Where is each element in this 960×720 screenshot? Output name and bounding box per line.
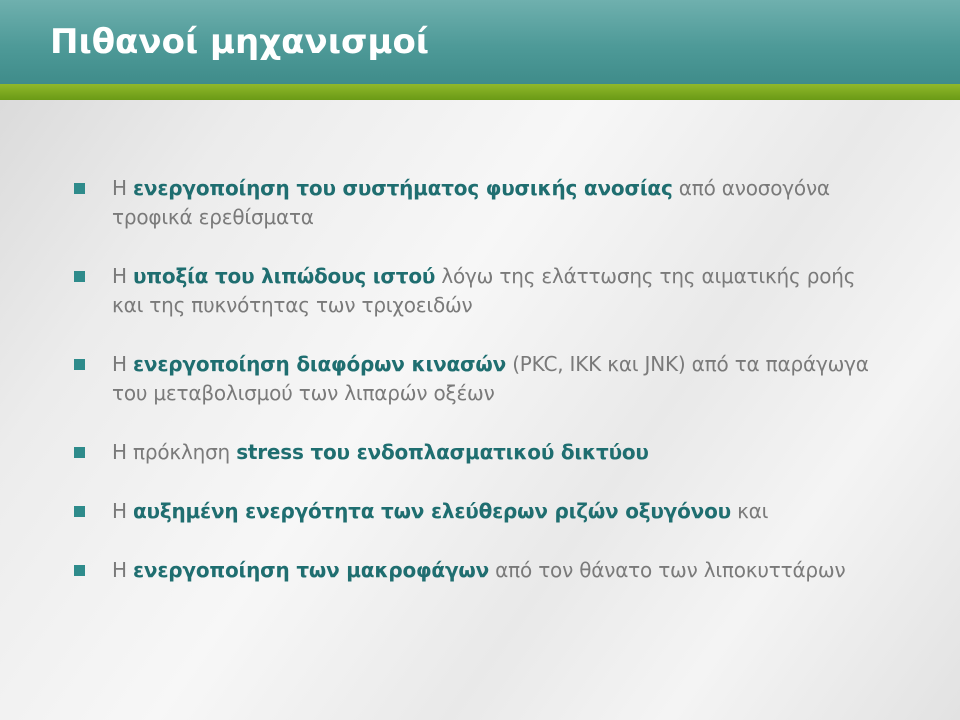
- bullet-item-hypoxia: [74, 262, 874, 320]
- bullet-text-highlight: υποξία του λιπώδους ιστού: [133, 264, 436, 288]
- bullet-text-pre: Η πρόκληση: [112, 440, 237, 464]
- title-bar: [0, 0, 960, 84]
- bullet-item-free-radicals: [74, 497, 874, 526]
- bullet-text-pre: Η: [112, 499, 133, 523]
- square-bullet-icon: [74, 271, 85, 282]
- square-bullet-icon: [74, 506, 85, 517]
- bullet-text-highlight: ενεργοποίηση διαφόρων κινασών: [133, 352, 507, 376]
- bullet-list: [74, 174, 874, 615]
- bullet-text-pre: Η: [112, 264, 133, 288]
- square-bullet-icon: [74, 447, 85, 458]
- bullet-text-pre: Η: [112, 176, 133, 200]
- bullet-item-er-stress: [74, 438, 874, 467]
- bullet-text-highlight: ενεργοποίηση του συστήματος φυσικής ανοσίας: [133, 176, 673, 200]
- slide-title: Πιθανοί μηχανισμοί: [50, 22, 430, 62]
- bullet-item-innate-immunity: [74, 174, 874, 232]
- bullet-text-post: λόγω της ελάττωσης της αιματικής ροής και της πυκνότητας των τριχοειδών: [112, 264, 856, 317]
- bullet-text-highlight: ενεργοποίηση των μακροφάγων: [133, 558, 490, 582]
- title-accent-bar: [0, 84, 960, 100]
- bullet-text-post: (PKC, IKK και JNK) από τα παράγωγα του μεταβολισμού των λιπαρών οξέων: [112, 352, 869, 405]
- bullet-text-highlight: αυξημένη ενεργότητα των ελεύθερων ριζών οξυγόνου: [133, 499, 731, 523]
- bullet-text-highlight: stress του ενδοπλασματικού δικτύου: [236, 440, 649, 464]
- bullet-text-pre: Η: [112, 352, 133, 376]
- square-bullet-icon: [74, 565, 85, 576]
- bullet-item-kinases: [74, 350, 874, 408]
- bullet-text-post: από τον θάνατο των λιποκυττάρων: [489, 558, 846, 582]
- square-bullet-icon: [74, 359, 85, 370]
- bullet-item-macrophages: [74, 556, 874, 585]
- square-bullet-icon: [74, 183, 85, 194]
- bullet-text-pre: Η: [112, 558, 133, 582]
- bullet-text-post: και: [730, 499, 769, 523]
- bullet-text-post: από ανοσογόνα τροφικά ερεθίσματα: [112, 176, 830, 229]
